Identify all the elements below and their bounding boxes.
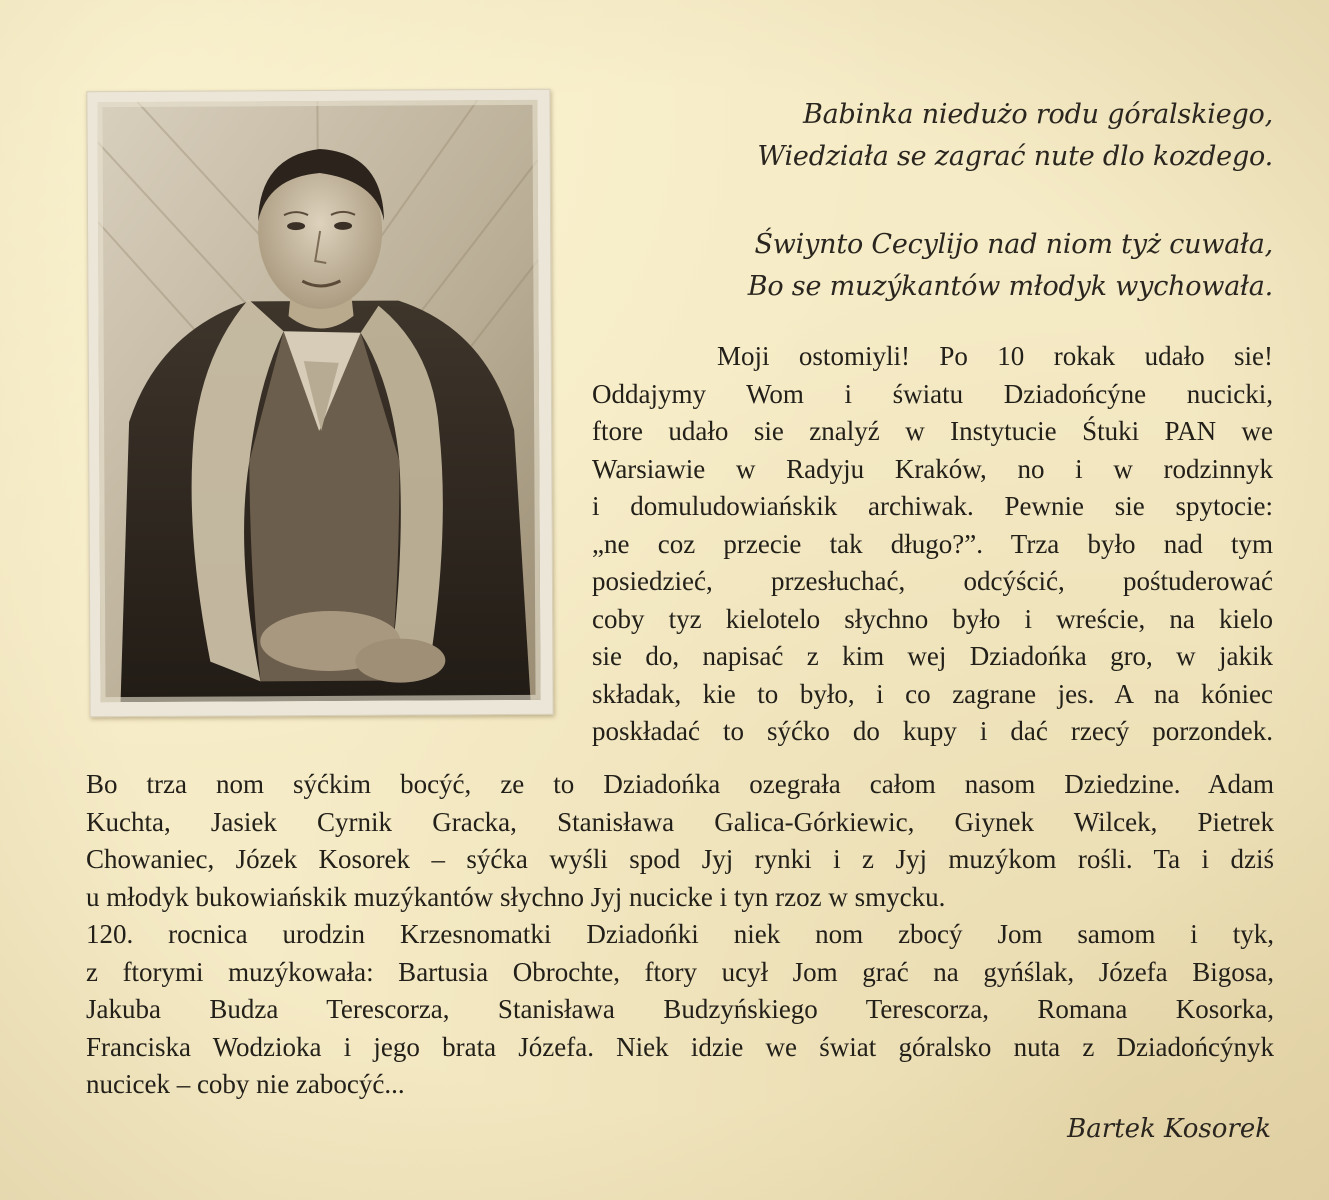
author-signature: Bartek Kosorek [1067,1114,1271,1144]
portrait-photo-icon [97,100,540,702]
text-line: nucicek – coby nie zabocýć... [86,1069,405,1099]
text-line: Chowaniec, Józek Kosorek – sýćka wyśli spod Jyj rynki i z Jyj muzýkom rośli. Ta i dziś [86,844,1274,874]
text-line: Jakuba Budza Terescorza, Stanisława Budzyńskiego Terescorza, Romana Kosorka, [86,994,1274,1024]
portrait-photo-frame [86,89,553,717]
intro-paragraph [592,338,1273,751]
text-line: z ftorymi muzýkowała: Bartusia Obrochte, ftory ucył Jom grać na gyńślak, Józefa Bigosa, [86,956,1274,987]
text-line: u młodyk bukowiańskik muzýkantów słychno Jyj nucicke i tyn rzoz w smycku. [86,881,946,912]
portrait-photo [97,100,540,702]
poem-line: Świynto Cecylijo nad niom tyż cuwała, [754,229,1273,260]
text-line: Moji ostomiyli! Po 10 rokak udało sie! [717,341,1273,371]
text-line: Oddajymy Wom i światu Dziadońcýne nucicki, [592,378,1273,409]
text-line: składak, kie to było, i co zagrane jes. A na kóniec [592,678,1273,709]
text-line: poskładać to sýćko do kupy i dać rzecý porzondek. [592,716,1273,746]
poem-line: Bo se muzýkantów młodyk wychowała. [747,271,1273,302]
poem-line: Wiedziała se zagrać nute dlo kozdego. [757,141,1273,172]
text-line: ftore udało sie znalyź w Instytucie Śtuki PAN we [592,416,1273,446]
text-line: coby tyz kielotelo słychno było i wreście, na kielo [592,603,1273,634]
poem-stanza-2 [748,224,1273,308]
text-line: „ne coz przecie tak długo?”. Trza było nad tym [592,528,1273,559]
text-line: Kuchta, Jasiek Cyrnik Gracka, Stanisława Galica-Górkiewic, Giynek Wilcek, Pietrek [86,806,1274,837]
text-line: Bo trza nom sýćkim bocýć, ze to Dziadońka ozegrała całom nasom Dziedzine. Adam [86,769,1274,799]
text-line: 120. rocnica urodzin Krzesnomatki Dziadońki niek nom zbocý Jom samom i tyk, [86,919,1274,949]
text-line: Warsiawie w Radyju Kraków, no i w rodzinnyk [592,453,1273,484]
poem-line: Babinka niedużo rodu góralskiego, [803,99,1273,130]
text-line: i domuludowiańskik archiwak. Pewnie sie spytocie: [592,491,1273,521]
text-line: posiedzieć, przesłuchać, odcýścić, pośtuderować [592,566,1273,596]
poem-stanza-1 [757,94,1273,178]
text-line: sie do, napisać z kim wej Dziadońka gro, w jakik [592,641,1273,671]
main-paragraph [86,766,1274,1104]
text-line: Franciska Wodzioka i jego brata Józefa. Niek idzie we świat góralsko nuta z Dziadońcýnyk [86,1031,1274,1062]
